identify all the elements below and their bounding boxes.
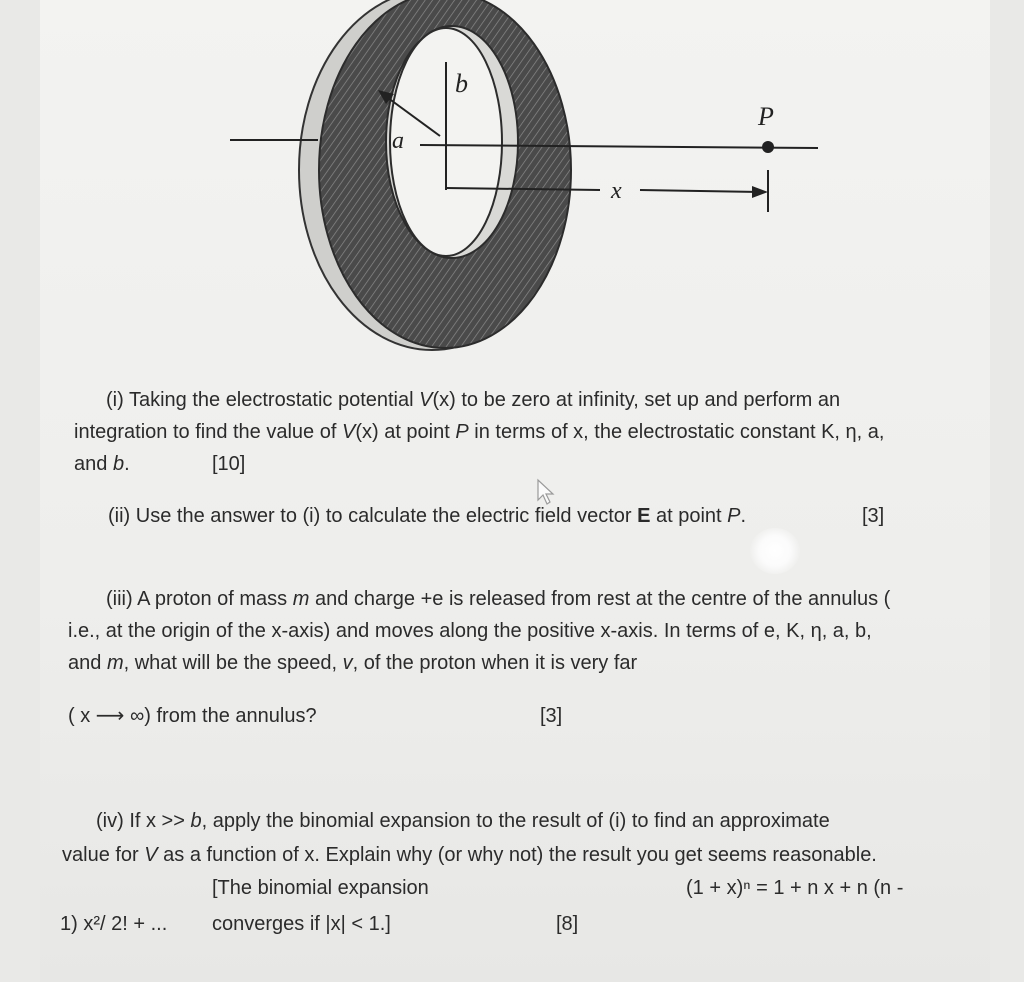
question-1-line-2: integration to find the value of V(x) at point P in terms of x, the electrostatic constant K, η, a, <box>74 421 885 443</box>
question-4: (iv) If x >> b, apply the binomial expansion to the result of (i) to find an approximate <box>96 810 830 832</box>
label-x: x <box>611 178 622 204</box>
question-3-line-2: i.e., at the origin of the x-axis) and moves along the positive x-axis. In terms of e, K, η, a, b, <box>68 620 872 642</box>
question-1: (i) Taking the electrostatic potential V(x) to be zero at infinity, set up and perform an <box>106 389 841 411</box>
distance-x-arrowhead <box>752 186 768 198</box>
question-2: (ii) Use the answer to (i) to calculate the electric field vector E at point P. <box>108 505 747 527</box>
screen-glare <box>750 528 800 574</box>
question-4-line-2: value for V as a function of x. Explain why (or why not) the result you get seems reasonable. <box>62 844 877 866</box>
binomial-formula-part-1: (1 + x)ⁿ = 1 + n x + n (n - <box>686 877 904 899</box>
point-p-dot <box>762 141 774 153</box>
binomial-note: [The binomial expansion <box>212 877 429 899</box>
question-1-mark: [10] <box>212 453 246 475</box>
question-3: (iii) A proton of mass m and charge +e is released from rest at the centre of the annulus ( <box>106 588 891 610</box>
annulus-diagram <box>0 0 1024 360</box>
label-p: P <box>758 102 774 131</box>
question-1-line-3: and b. <box>74 453 130 475</box>
binomial-formula-part-2: 1) x²/ 2! + ... <box>60 913 168 935</box>
binomial-convergence-note: converges if |x| < 1.] <box>212 913 391 935</box>
label-b: b <box>455 69 468 98</box>
distance-x-line-2 <box>640 190 760 192</box>
question-3-line-4: ( x ⟶ ∞) from the annulus? <box>68 705 317 727</box>
question-2-mark: [3] <box>862 505 885 527</box>
mouse-cursor-icon <box>536 478 558 506</box>
label-a: a <box>392 128 404 154</box>
question-3-line-3: and m, what will be the speed, v, of the proton when it is very far <box>68 652 638 674</box>
question-3-mark: [3] <box>540 705 563 727</box>
question-4-mark: [8] <box>556 913 579 935</box>
